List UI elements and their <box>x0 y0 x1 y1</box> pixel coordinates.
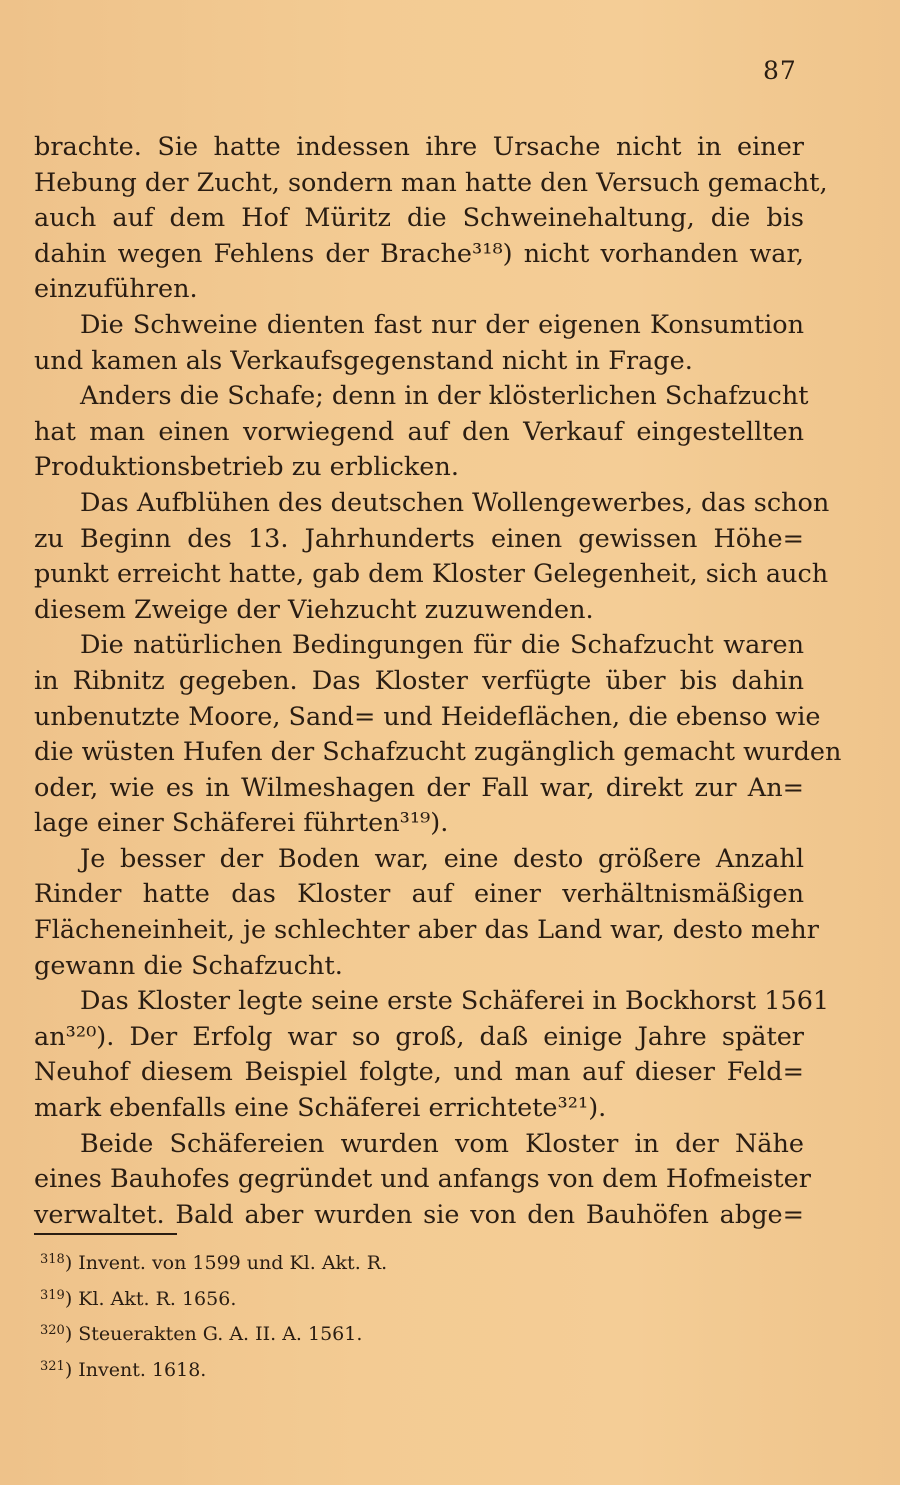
text-line: gewann die Schafzucht. <box>34 950 343 981</box>
paragraph <box>34 379 809 486</box>
text-line: verwaltet. Bald aber wurden sie von den Bauhöfen abge= <box>34 1199 804 1230</box>
text-line: Das Aufblühen des deutschen Wollengewerbes, das schon <box>80 487 830 518</box>
footnote-divider <box>34 1233 177 1235</box>
text-line: brachte. Sie hatte indessen ihre Ursache nicht in einer <box>34 132 804 162</box>
text-line: einzuführen. <box>34 274 198 305</box>
paragraph <box>34 486 830 628</box>
text-line: die wüsten Hufen der Schafzucht zugänglich gemacht wurden <box>34 737 842 768</box>
footnotes <box>40 1244 740 1386</box>
text-line: Anders die Schafe; denn in der klösterlichen Schafzucht <box>80 381 809 412</box>
footnote-text: ) Invent. von 1599 und Kl. Akt. R. <box>64 1252 388 1274</box>
text-line: punkt erreicht hatte, gab dem Kloster Gelegenheit, sich auch <box>34 559 829 590</box>
text-line: Die Schweine dienten fast nur der eigenen Konsumtion <box>80 309 804 340</box>
text-line: dahin wegen Fehlens der Brache³¹⁸) nicht vorhanden war, <box>34 238 804 269</box>
text-line: auch auf dem Hof Müritz die Schweinehaltung, die bis <box>34 203 804 234</box>
footnote-text: ) Steuerakten G. A. II. A. 1561. <box>64 1323 363 1345</box>
text-line: Beide Schäfereien wurden vom Kloster in der Nähe <box>80 1128 804 1159</box>
footnote-text: ) Kl. Akt. R. 1656. <box>64 1287 237 1310</box>
text-line: an³²⁰). Der Erfolg war so groß, daß einige Jahre später <box>34 1021 804 1052</box>
page-number: 87 <box>763 56 797 85</box>
text-line: Die natürlichen Bedingungen für die Schafzucht waren <box>80 630 804 661</box>
text-line: Das Kloster legte seine erste Schäferei in Bockhorst 1561 <box>80 986 830 1017</box>
body-text <box>34 130 842 1233</box>
footnote-number: 319 <box>40 1287 65 1303</box>
text-line: Hebung der Zucht, sondern man hatte den Versuch gemacht, <box>34 167 828 198</box>
text-line: diesem Zweige der Viehzucht zuzuwenden. <box>34 594 594 625</box>
footnote <box>40 1315 740 1351</box>
paragraph <box>34 308 804 379</box>
footnote-number: 318 <box>40 1252 65 1267</box>
text-line: in Ribnitz gegeben. Das Kloster verfügte über bis dahin <box>34 665 804 696</box>
paragraph <box>34 1127 811 1234</box>
paragraph <box>34 628 842 842</box>
text-line: hat man einen vorwiegend auf den Verkauf eingestellten <box>34 416 804 447</box>
text-line: und kamen als Verkaufsgegenstand nicht in Frage. <box>34 345 693 376</box>
text-line: eines Bauhofes gegründet und anfangs von dem Hofmeister <box>34 1164 811 1195</box>
footnote <box>40 1280 740 1316</box>
footnote-number: 321 <box>40 1358 65 1374</box>
text-line: Je besser der Boden war, eine desto größere Anzahl <box>80 843 804 874</box>
text-line: oder, wie es in Wilmeshagen der Fall war, direkt zur An= <box>34 772 804 803</box>
footnote <box>40 1351 740 1387</box>
text-line: zu Beginn des 13. Jahrhunderts einen gewissen Höhe= <box>34 523 804 554</box>
text-line: Rinder hatte das Kloster auf einer verhältnismäßigen <box>34 879 804 910</box>
text-line: Flächeneinheit, je schlechter aber das Land war, desto mehr <box>34 915 819 946</box>
text-line: unbenutzte Moore, Sand= und Heideflächen, die ebenso wie <box>34 701 821 732</box>
text-line: Produktionsbetrieb zu erblicken. <box>34 452 459 483</box>
footnote-text: ) Invent. 1618. <box>64 1358 207 1381</box>
paragraph <box>34 130 828 308</box>
text-line: Neuhof diesem Beispiel folgte, und man auf dieser Feld= <box>34 1057 804 1088</box>
paragraph <box>34 842 819 984</box>
text-line: mark ebenfalls eine Schäferei errichtete³²¹). <box>34 1093 607 1124</box>
footnote <box>40 1244 740 1280</box>
footnote-number: 320 <box>40 1323 65 1338</box>
text-line: lage einer Schäferei führten³¹⁹). <box>34 808 449 839</box>
paragraph <box>34 984 830 1126</box>
